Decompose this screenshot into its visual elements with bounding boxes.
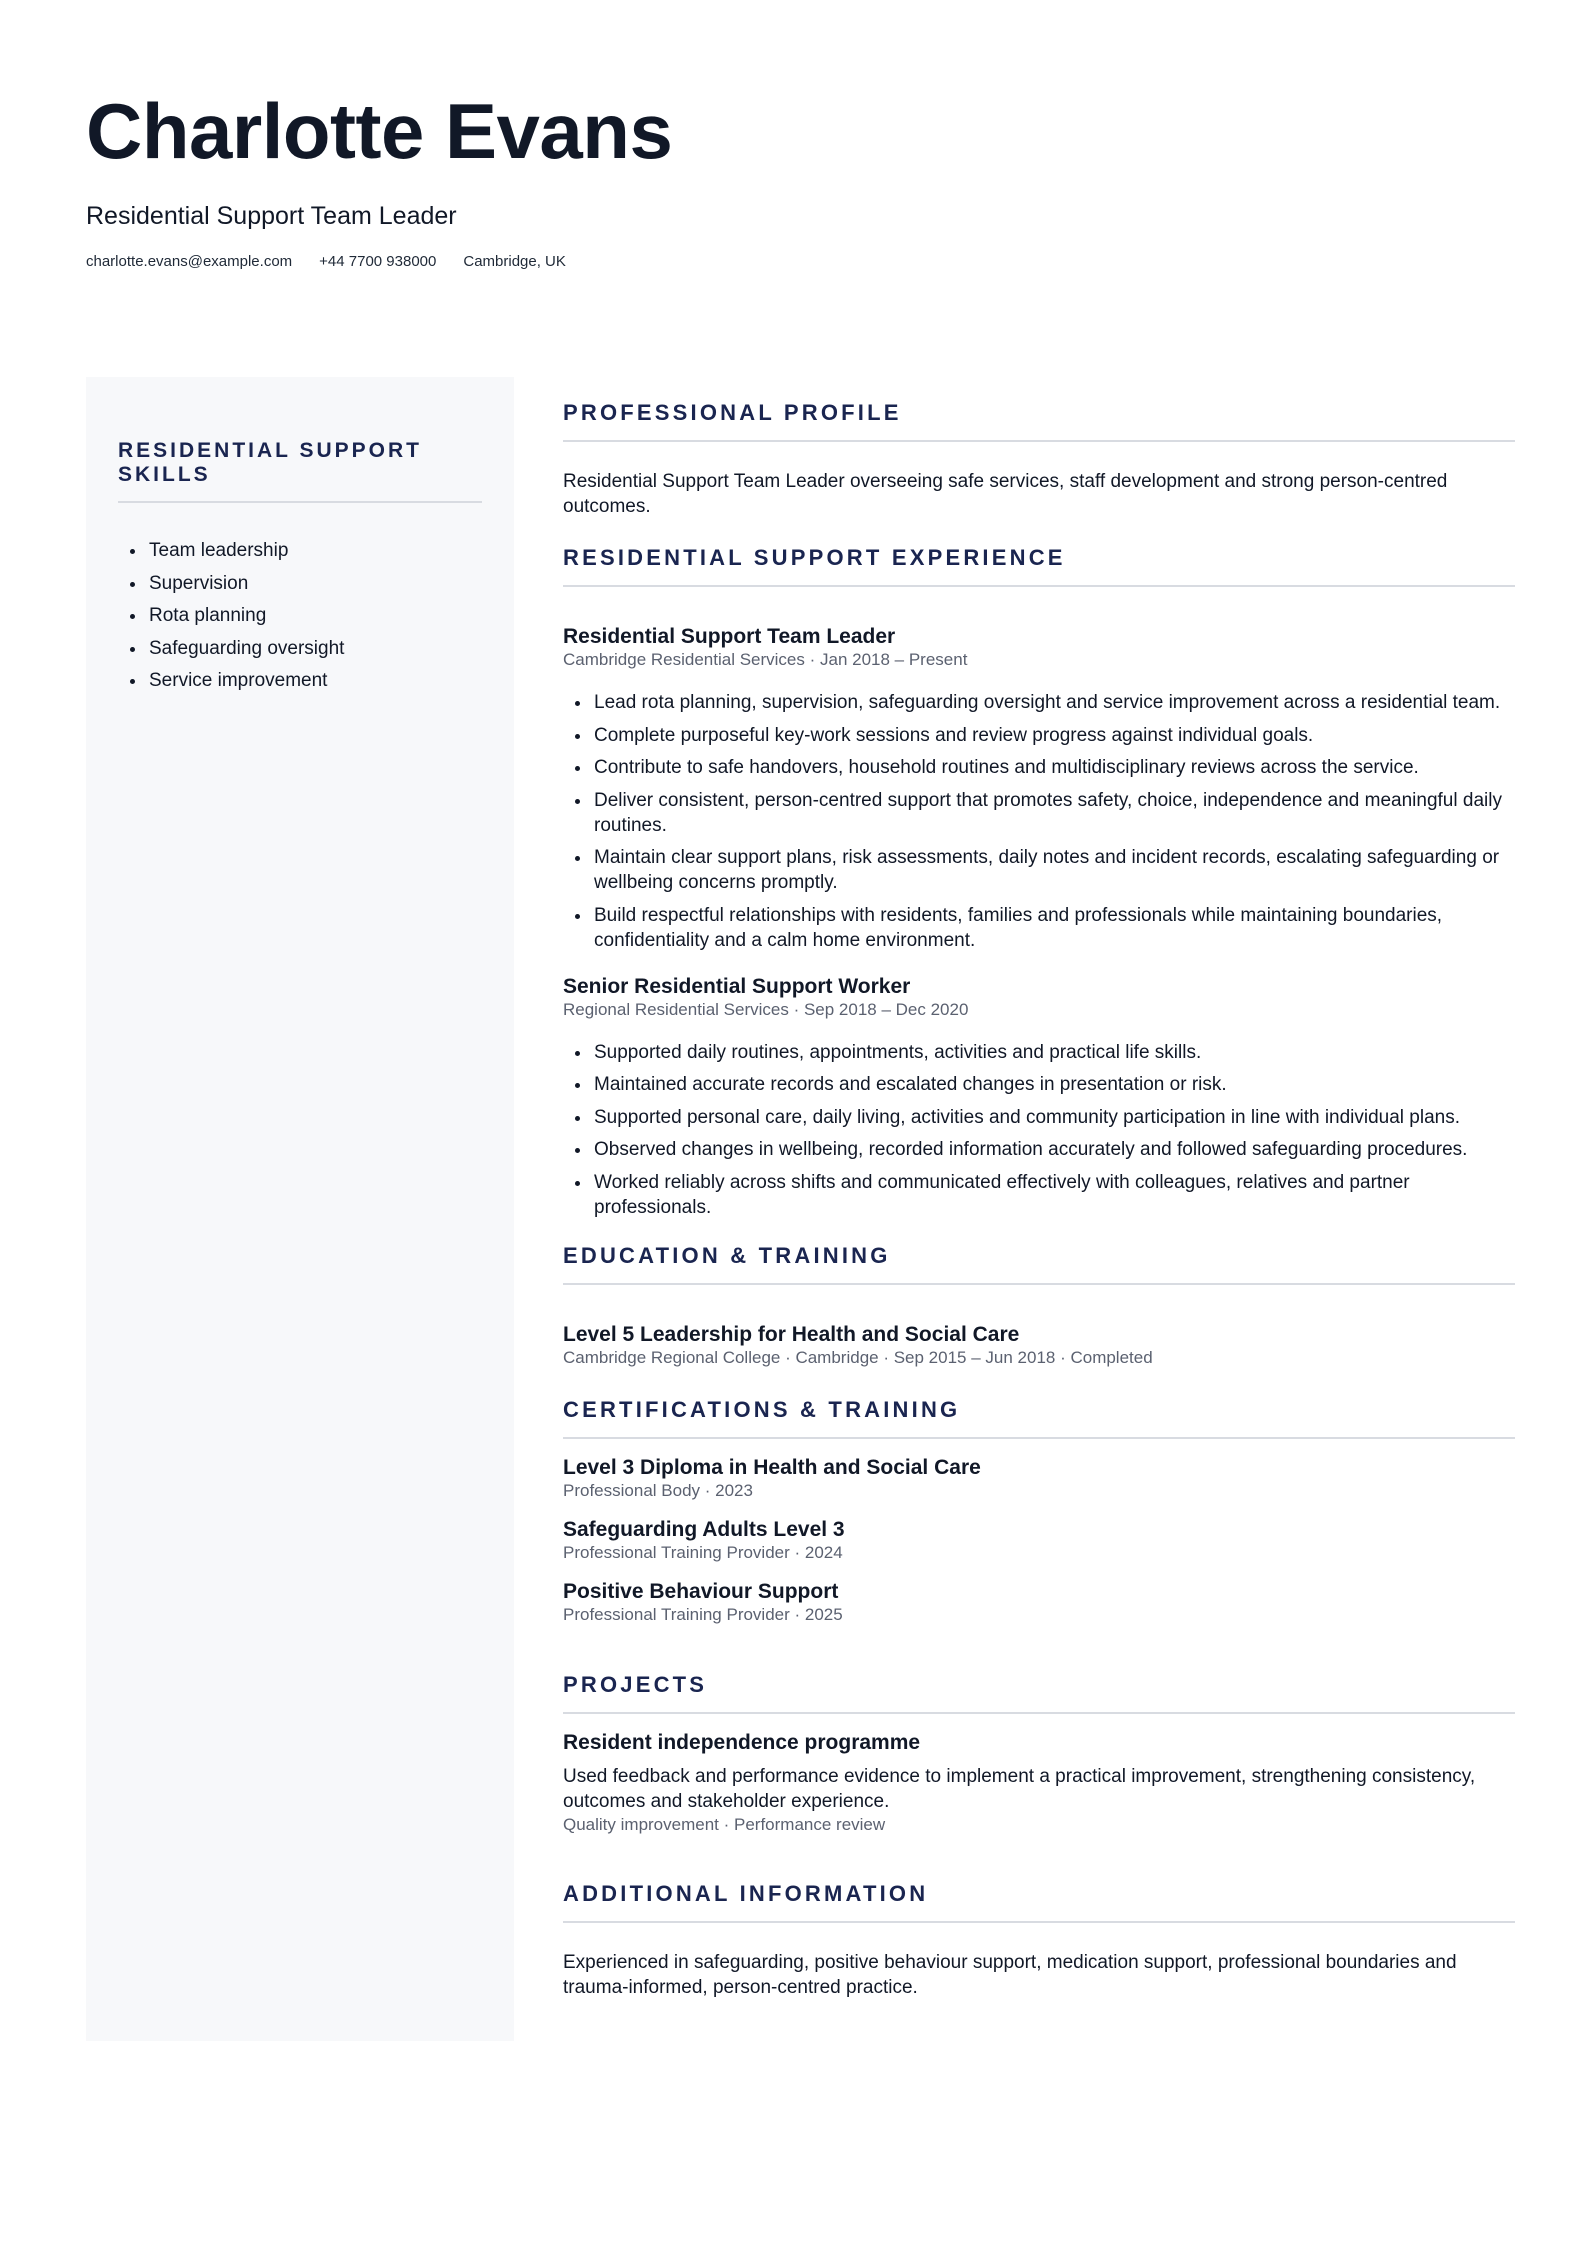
main-content <box>563 400 1515 2000</box>
job-bullet: • Deliver consistent, person-centred support that promotes safety, choice, independence and meaningful daily routines. <box>592 788 1515 838</box>
job-bullet: • Worked reliably across shifts and communicated effectively with colleagues, relatives and partner professionals. <box>592 1170 1515 1220</box>
certification-meta: Professional Body · 2023 <box>563 1480 753 1500</box>
additional-text: Experienced in safeguarding, positive behaviour support, medication support, professional boundaries and trauma-informed, person-centred practice. <box>563 1951 1457 1998</box>
job-bullet: • Complete purposeful key-work sessions and review progress against individual goals. <box>592 723 1515 748</box>
certification-title: Level 3 Diploma in Health and Social Care <box>563 1455 981 1479</box>
education-title: Level 5 Leadership for Health and Social Care <box>563 1322 1020 1346</box>
skill-item: • Rota planning <box>147 604 482 628</box>
job-bullet: • Contribute to safe handovers, household routines and multidisciplinary reviews across the service. <box>592 755 1515 780</box>
certification-entry <box>563 1580 1515 1625</box>
education-meta: Cambridge Regional College · Cambridge · Sep 2015 – Jun 2018 · Completed <box>563 1347 1153 1367</box>
skills-list <box>118 539 482 693</box>
certification-title: Positive Behaviour Support <box>563 1579 839 1603</box>
project-entry <box>563 1731 1515 1835</box>
job-bullets <box>563 1040 1515 1220</box>
job-meta: Cambridge Residential Services · Jan 2018 – Present <box>563 650 968 669</box>
project-title: Resident independence programme <box>563 1730 921 1754</box>
skill-item: • Supervision <box>147 572 482 596</box>
candidate-title: Residential Support Team Leader <box>86 202 457 230</box>
job-entry <box>563 625 1515 953</box>
job-bullet: • Maintained accurate records and escalated changes in presentation or risk. <box>592 1072 1515 1097</box>
projects-heading: PROJECTS <box>563 1672 1515 1714</box>
job-bullets <box>563 690 1515 953</box>
additional-heading: ADDITIONAL INFORMATION <box>563 1881 1515 1923</box>
resume-header <box>86 87 1506 270</box>
skill-item: • Safeguarding oversight <box>147 637 482 661</box>
certification-meta: Professional Training Provider · 2025 <box>563 1604 843 1624</box>
job-title: Senior Residential Support Worker <box>563 974 911 998</box>
job-bullet: • Build respectful relationships with residents, families and professionals while maintaining boundaries, confidentiality and a calm home environment. <box>592 903 1515 953</box>
job-bullet: • Maintain clear support plans, risk assessments, daily notes and incident records, escalating safeguarding or wellbeing concerns promptly. <box>592 845 1515 895</box>
job-bullet: • Observed changes in wellbeing, recorded information accurately and followed safeguarding procedures. <box>592 1137 1515 1162</box>
profile-heading: PROFESSIONAL PROFILE <box>563 400 1515 442</box>
skill-item: • Service improvement <box>147 669 482 693</box>
certification-meta: Professional Training Provider · 2024 <box>563 1542 843 1562</box>
certification-title: Safeguarding Adults Level 3 <box>563 1517 845 1541</box>
job-meta: Regional Residential Services · Sep 2018 – Dec 2020 <box>563 999 969 1019</box>
education-entry <box>563 1323 1515 1368</box>
certifications-heading: CERTIFICATIONS & TRAINING <box>563 1397 1515 1439</box>
job-bullet: • Lead rota planning, supervision, safeguarding oversight and service improvement across a residential team. <box>592 690 1515 715</box>
sidebar <box>86 377 514 2041</box>
project-tags: Quality improvement · Performance review <box>563 1814 886 1834</box>
skills-heading: RESIDENTIAL SUPPORT SKILLS <box>118 439 482 503</box>
education-heading: EDUCATION & TRAINING <box>563 1243 1515 1285</box>
candidate-name: Charlotte Evans <box>86 87 673 175</box>
contact-info <box>86 253 1506 270</box>
job-title: Residential Support Team Leader <box>563 625 896 648</box>
contact-phone: +44 7700 938000 <box>319 253 437 270</box>
contact-email: charlotte.evans@example.com <box>86 253 293 270</box>
experience-heading: RESIDENTIAL SUPPORT EXPERIENCE <box>563 545 1515 587</box>
contact-location: Cambridge, UK <box>463 253 566 270</box>
profile-text: Residential Support Team Leader overseeing safe services, staff development and strong person-centred outcomes. <box>563 471 1448 517</box>
certification-entry <box>563 1518 1515 1563</box>
certification-entry <box>563 1456 1515 1501</box>
project-description: Used feedback and performance evidence to implement a practical improvement, strengthening consistency, outcomes and stakeholder experience. <box>563 1765 1476 1812</box>
job-bullet: • Supported personal care, daily living, activities and community participation in line with individual plans. <box>592 1105 1515 1130</box>
job-entry <box>563 975 1515 1220</box>
skill-item: • Team leadership <box>147 539 482 563</box>
job-bullet: • Supported daily routines, appointments, activities and practical life skills. <box>592 1040 1515 1065</box>
